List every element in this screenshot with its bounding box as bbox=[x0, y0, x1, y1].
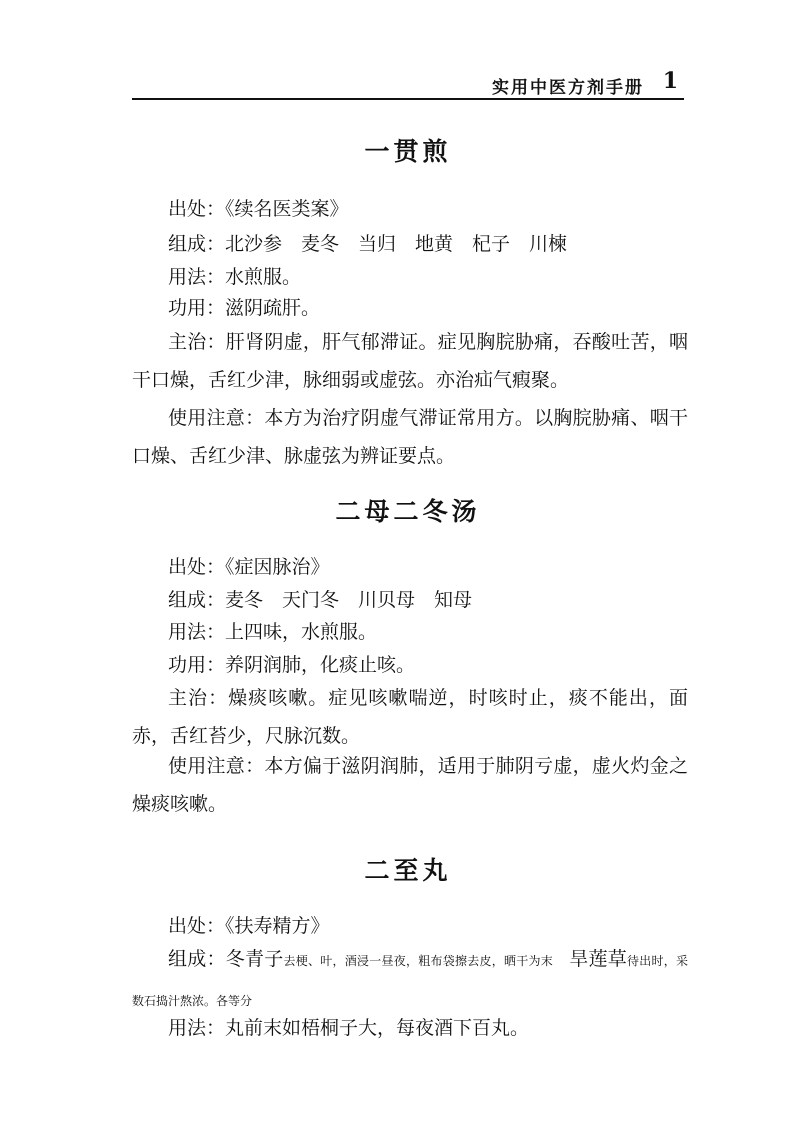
composition-line: 组成：北沙参 麦冬 当归 地黄 杞子 川楝 bbox=[168, 233, 568, 255]
composition-line: 组成：麦冬 天门冬 川贝母 知母 bbox=[168, 589, 473, 611]
usage-line: 用法：上四味，水煎服。 bbox=[168, 621, 378, 643]
section-title: 一贯煎 bbox=[364, 137, 452, 166]
function-line: 功用：滋阴疏肝。 bbox=[168, 297, 321, 319]
section-title: 二母二冬汤 bbox=[335, 497, 481, 526]
usage-line: 用法：丸前末如梧桐子大，每夜酒下百丸。 bbox=[168, 1017, 530, 1039]
section-title: 二至丸 bbox=[364, 856, 452, 885]
usage-line: 用法：水煎服。 bbox=[168, 266, 302, 288]
page-number: 1 bbox=[662, 68, 678, 94]
source-line: 出处：《扶寿精方》 bbox=[168, 915, 330, 937]
herb-name: 旱莲草 bbox=[568, 948, 627, 970]
herb-preparation-note: 待出时，采数石捣汁熬浓。各等分 bbox=[132, 954, 688, 1008]
function-line: 功用：养阴润肺，化痰止咳。 bbox=[168, 654, 416, 676]
composition-label: 组成： bbox=[168, 948, 226, 970]
source-line: 出处：《症因脉治》 bbox=[168, 556, 330, 578]
notes-paragraph: 使用注意：本方偏于滋阴润肺，适用于肺阴亏虚，虚火灼金之燥痰咳嗽。 bbox=[132, 755, 688, 815]
indication-paragraph: 主治：燥痰咳嗽。症见咳嗽喘逆，时咳时止，痰不能出，面赤，舌红苔少，尺脉沉数。 bbox=[132, 687, 688, 747]
indication-paragraph: 主治：肝肾阴虚，肝气郁滞证。症见胸脘胁痛，吞酸吐苦，咽干口燥，舌红少津，脉细弱或虚弦。亦治疝气瘕聚。 bbox=[132, 331, 688, 391]
herb-name: 冬青子 bbox=[225, 948, 284, 970]
running-head-title: 实用中医方剂手册 bbox=[492, 78, 644, 98]
running-head bbox=[132, 64, 684, 98]
herb-preparation-note: 去梗、叶，酒浸一昼夜，粗布袋擦去皮，晒干为末 bbox=[283, 954, 553, 968]
header-rule bbox=[132, 98, 684, 100]
composition-paragraph bbox=[132, 940, 688, 1020]
source-line: 出处：《续名医类案》 bbox=[168, 198, 349, 220]
notes-paragraph: 使用注意：本方为治疗阴虚气滞证常用方。以胸脘胁痛、咽干口燥、舌红少津、脉虚弦为辨证要点。 bbox=[132, 407, 688, 467]
